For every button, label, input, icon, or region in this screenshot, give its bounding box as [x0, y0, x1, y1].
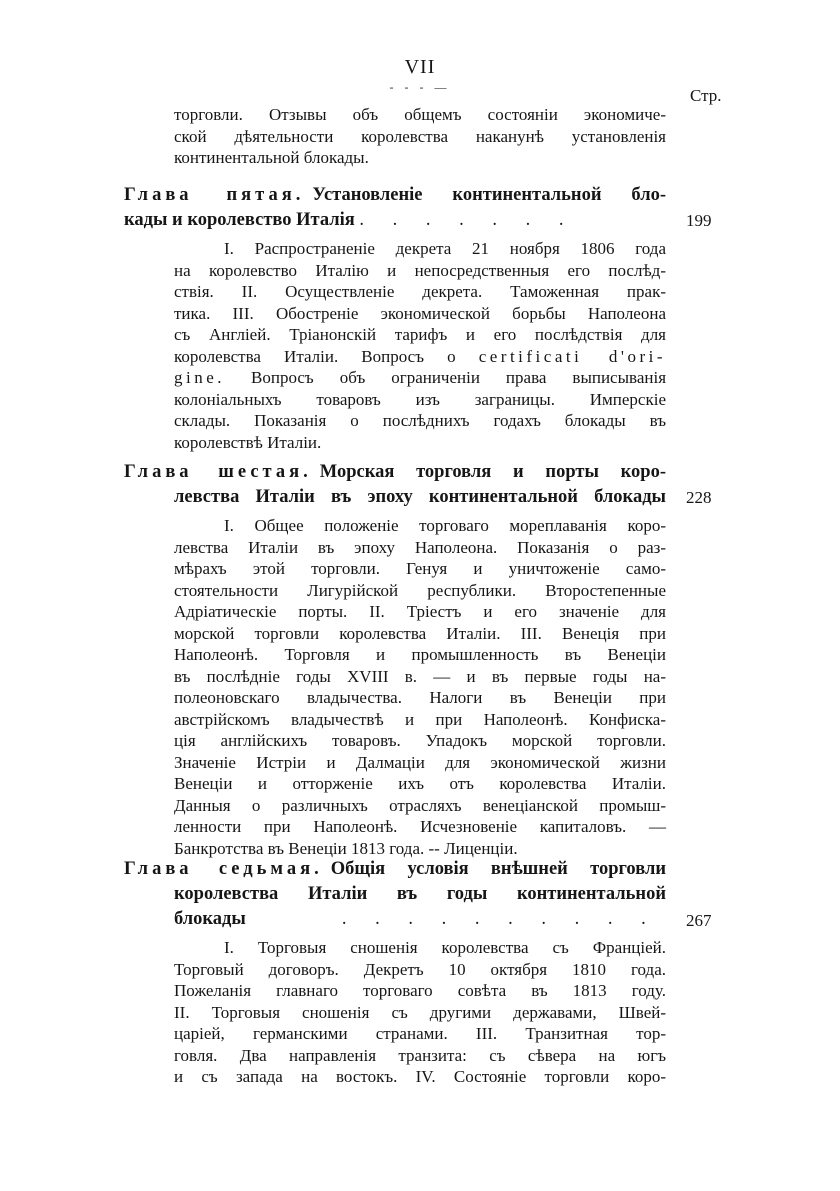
text-line: Адрiатическiе порты. II. Трiестъ и его значенiе для [174, 602, 666, 621]
chapter-6-title-line-1: Глава шестая. Морская торговля и порты коро- [124, 462, 666, 482]
chapter-6-heading [124, 460, 666, 510]
text-line: Венецiи и отторженiе ихъ отъ королевства Италiи. [174, 774, 666, 793]
text-line: и съ запада на востокъ. IV. Состоянiе торговли коро- [174, 1067, 666, 1086]
page-number: VII [404, 56, 436, 78]
text-line: полеоновскаго владычества. Налоги въ Венецiи при [174, 688, 666, 707]
text-line: колонiальныхъ товаровъ изъ заграницы. Имперскiе [174, 389, 666, 409]
chapter-6-page: 228 [686, 488, 712, 507]
text-line: II. Торговыя сношенiя съ другими державами, Швей- [174, 1002, 666, 1022]
text-line: Наполеонѣ. Торговля и промышленность въ Венецiи [174, 645, 666, 664]
chapter-7-title-line-2: королевства Италiи въ годы континентальной [174, 884, 666, 904]
leader-dots: . . . . . . . [359, 210, 576, 230]
chapter-5-title-line-1: Глава пятая. Установленiе континентальной бло- [124, 185, 667, 205]
page-column-label: Стр. [690, 86, 722, 105]
text-line: стоятельности Лигурiйской республики. Второстепенные [174, 580, 666, 600]
text-line: Пожеланiя главнаго торговаго совѣта въ 1813 году. [174, 981, 666, 1000]
text-line: ской дѣятельности королевства наканунѣ установленiя [174, 126, 666, 146]
text-line: склады. Показанiя о послѣднихъ годахъ блокады въ [174, 411, 666, 430]
leader-dots: . . . . . . . . . . [341, 909, 658, 929]
chapter-6-summary [174, 515, 666, 859]
text-line: ствiя. II. Осуществленiе декрета. Таможенная прак- [174, 282, 666, 301]
spaced-term: certificati d'ori- [478, 346, 667, 366]
text-line: съ Англiей. Трiанонскiй тарифъ и его послѣдствiя для [174, 325, 666, 344]
text-line: говля. Два направленiя транзита: съ сѣвера на югъ [174, 1045, 666, 1065]
text-line-with-term: королевства Италiи. Вопросъ о certificati d'ori- [174, 346, 667, 366]
text-line: Значенiе Истрiи и Далмацiи для экономической жизни [174, 752, 666, 772]
chapter-5-heading [124, 183, 666, 233]
text-line: тика. III. Обостренiе экономической борьбы Наполеона [174, 303, 666, 323]
text-line: въ послѣднiе годы XVIII в. — и въ первые годы на- [174, 666, 666, 686]
text-line: Торговый договоръ. Декретъ 10 октября 1810 года. [174, 959, 666, 979]
chapter-7-title-line-1: Глава седьмая. Общiя условiя внѣшней торговли [124, 859, 666, 879]
text-line: Данныя о различныхъ отрасляхъ венецiанской промыш- [174, 795, 666, 815]
chapter-7-page: 267 [686, 911, 712, 930]
chapter-7-summary [174, 937, 666, 1088]
chapter-7-title-line-3: блокады . . . . . . . . . . [174, 909, 658, 929]
text-line: морской торговли королевства Италiи. III. Венецiя при [174, 623, 666, 643]
text-line: gine. Вопросъ объ ограниченiи права выписыванiя [174, 368, 667, 387]
text-line: цiя англiйскихъ товаровъ. Упадокъ морской торговли. [174, 731, 666, 750]
text-line: I. Торговыя сношенiя королевства съ Францiей. [224, 938, 666, 957]
chapter-5-title-line-2: кады и королевство Италiя . . . . . . . [124, 210, 576, 230]
chapter-6-lead: Глава шестая. [124, 462, 312, 482]
text-line: австрiйскомъ владычествѣ и при Наполеонѣ. Конфиска- [174, 709, 666, 729]
text-line: I. Общее положенiе торговаго мореплаванiя коро- [224, 516, 666, 535]
chapter-6-title-line-2: левства Италiи въ эпоху континентальной блокады [174, 487, 666, 507]
text-line: Банкротства въ Венецiи 1813 года. -- Лиценцiи. [174, 838, 518, 858]
chapter-5-summary [174, 238, 666, 453]
text-line: царiей, германскими странами. III. Транзитная тор- [174, 1024, 666, 1043]
text-line: левства Италiи въ эпоху Наполеона. Показанiя о раз- [174, 537, 666, 557]
text-line: мѣрахъ этой торговли. Генуя и уничтоженiе само- [174, 559, 666, 578]
chapter-7-heading [124, 857, 666, 932]
intro-continuation [174, 104, 666, 169]
text-line: ленности при Наполеонѣ. Исчезновенiе капиталовъ. — [174, 817, 666, 836]
chapter-5-lead: Глава пятая. [124, 185, 305, 205]
chapter-7-lead: Глава седьмая. [124, 859, 323, 879]
chapter-5-page: 199 [686, 211, 712, 230]
spaced-term: gine. [174, 368, 226, 387]
header-dashes: - - - — [389, 80, 451, 94]
text-line: королевствѣ Италiи. [174, 432, 322, 452]
text-line: континентальной блокады. [174, 148, 369, 167]
text-line: I. Распространенiе декрета 21 ноября 1806 года [224, 239, 666, 258]
text-line: на королевство Италiю и непосредственныя его послѣд- [174, 260, 666, 280]
text-line: торговли. Отзывы объ общемъ состоянiи экономиче- [174, 105, 666, 124]
